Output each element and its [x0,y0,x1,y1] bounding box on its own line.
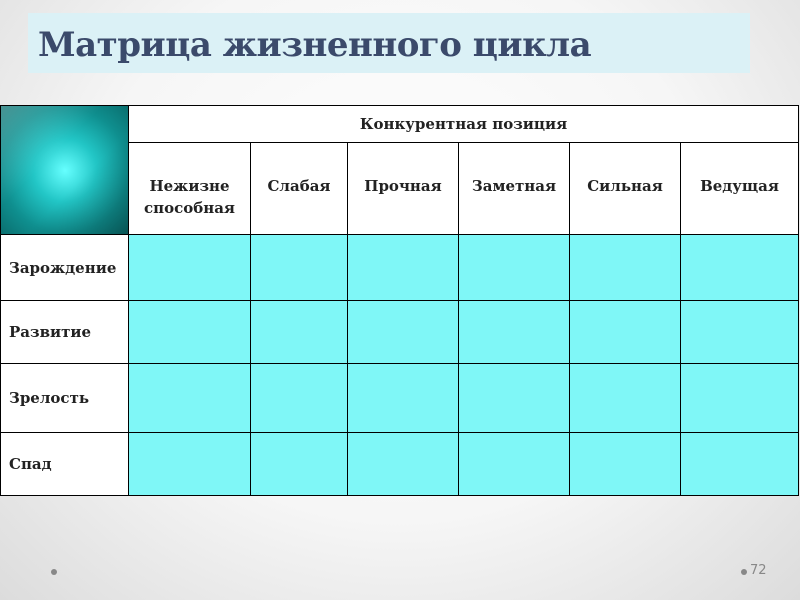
matrix-cell [251,364,348,433]
matrix-cell [348,433,459,496]
column-header-label: Заметная [471,177,557,195]
table-row [1,301,799,364]
column-header-line: способная [143,199,236,217]
title-box [28,13,750,73]
matrix-cell [251,301,348,364]
column-header-label: Ведущая [700,177,779,195]
matrix-cell [570,433,681,496]
matrix-cell [129,301,251,364]
column-header-favorable [459,143,570,235]
slide-title: Матрица жизненного цикла [38,25,592,65]
column-header-tenable [348,143,459,235]
next-slide-dot[interactable] [741,569,747,575]
row-label-growth: Развитие [1,301,129,364]
column-header-line: Нежизне [149,177,230,195]
column-header-label: Сильная [587,177,663,195]
matrix-cell [570,301,681,364]
matrix-cell [348,301,459,364]
matrix-cell [129,364,251,433]
competitive-position-header: Конкурентная позиция [129,106,799,143]
matrix-cell [459,433,570,496]
matrix-cell [348,364,459,433]
matrix-cell [251,235,348,301]
column-header-label: Прочная [364,177,442,195]
column-header-strong [570,143,681,235]
matrix-cell [251,433,348,496]
table-row [1,364,799,433]
corner-decoration [1,106,129,235]
matrix-cell [681,301,799,364]
matrix-cell [570,364,681,433]
matrix-cell [348,235,459,301]
life-cycle-matrix [0,105,799,496]
matrix-cell [681,364,799,433]
matrix-cell [129,235,251,301]
column-header-dominant [681,143,799,235]
matrix-cell [681,235,799,301]
column-header-nonviable [129,143,251,235]
row-label-emergence: Зарождение [1,235,129,301]
row-label-maturity: Зрелость [1,364,129,433]
matrix-cell [681,433,799,496]
matrix-cell [459,301,570,364]
matrix-cell [459,235,570,301]
page-number: 72 [750,563,767,578]
column-header-weak [251,143,348,235]
table-row [1,235,799,301]
row-label-decline: Спад [1,433,129,496]
previous-slide-dot[interactable] [51,569,57,575]
column-header-label: Слабая [267,177,331,195]
matrix-cell [570,235,681,301]
matrix-cell [459,364,570,433]
matrix-cell [129,433,251,496]
table-row [1,433,799,496]
